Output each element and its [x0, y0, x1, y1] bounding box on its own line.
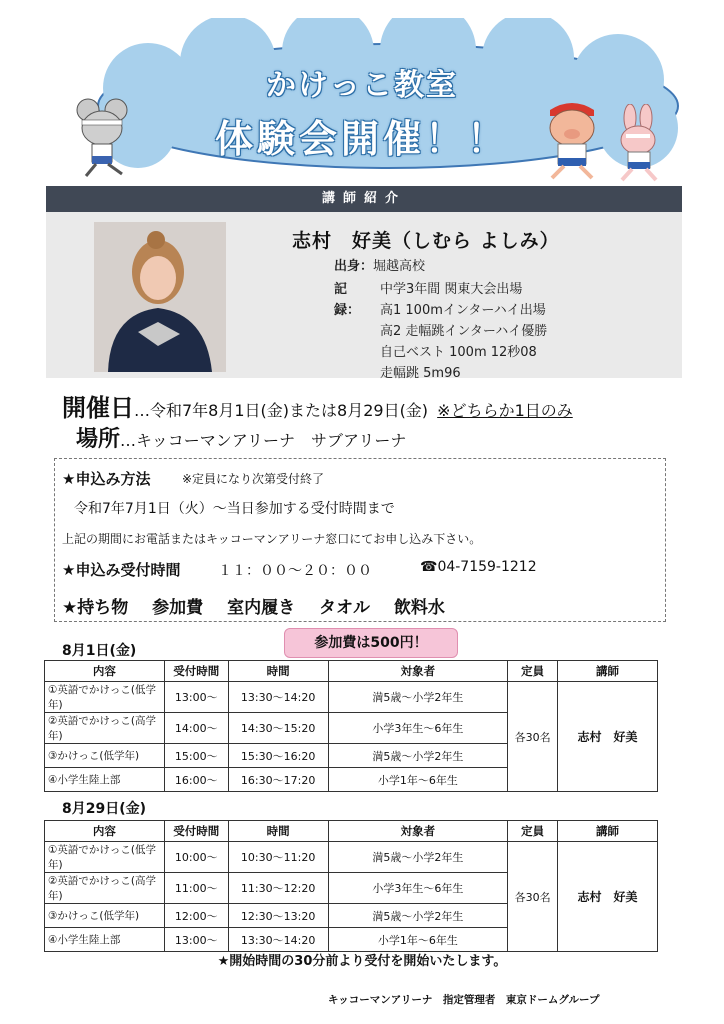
cell-time: 12:30～13:20: [228, 904, 328, 928]
event-date-label: 開催日: [62, 394, 134, 422]
cell-target: 小学3年生～6年生: [328, 713, 508, 744]
cell-target: 小学1年～6年生: [328, 768, 508, 792]
cell-target: 満5歳～小学2年生: [328, 904, 508, 928]
title-line1: かけっこ教室: [266, 68, 458, 103]
header-teacher: 講師: [558, 821, 658, 842]
origin-label: 出身：: [334, 259, 374, 274]
footer-organization: キッコーマンアリーナ 指定管理者 東京ドームグループ: [328, 994, 600, 1006]
header-time: 時間: [228, 821, 328, 842]
belongings-item: 飲料水: [393, 598, 445, 618]
cell-reception: 12:00～: [164, 904, 228, 928]
cell-target: 小学3年生～6年生: [328, 873, 508, 904]
apply-instruction: 上記の期間にお電話またはキッコーマンアリーナ窓口にてお申し込み下さい。: [62, 532, 482, 546]
record-item: 走幅跳 5m96: [380, 366, 461, 381]
event-place-row: [76, 422, 406, 453]
reception-notice: ★開始時間の30分前より受付を開始いたします。: [217, 954, 507, 969]
record-item: 中学3年間 関東大会出場: [380, 282, 523, 297]
record-label: 記録：: [334, 282, 361, 318]
cell-time: 14:30～15:20: [228, 713, 328, 744]
cell-reception: 13:00～: [164, 682, 228, 713]
cell-target: 満5歳～小学2年生: [328, 842, 508, 873]
event-place-sep: …: [120, 431, 137, 450]
record-item: 自己ベスト 100m 12秒08: [380, 345, 537, 360]
cell-capacity: 各30名: [508, 682, 558, 792]
cell-content: ③かけっこ(低学年): [45, 904, 165, 928]
cell-target: 満5歳～小学2年生: [328, 744, 508, 768]
event-date-row: [62, 388, 573, 423]
cell-reception: 13:00～: [164, 928, 228, 952]
cell-target: 小学1年～6年生: [328, 928, 508, 952]
record-list: [380, 279, 547, 384]
instructor-section-bar: 講師紹介: [46, 186, 682, 212]
event-place-label: 場所: [76, 427, 121, 452]
cell-teacher: 志村 好美: [558, 682, 658, 792]
cell-content: ①英語でかけっこ(低学年): [45, 842, 165, 873]
instructor-name: 志村 好美（しむら よしみ）: [292, 230, 560, 252]
cell-time: 16:30～17:20: [228, 768, 328, 792]
cell-capacity: 各30名: [508, 842, 558, 952]
header-reception: 受付時間: [164, 661, 228, 682]
header-content: 内容: [45, 661, 165, 682]
header-teacher: 講師: [558, 661, 658, 682]
fee-badge: 参加費は500円！: [284, 628, 458, 658]
belongings-label: ★持ち物: [62, 598, 129, 618]
cell-time: 15:30～16:20: [228, 744, 328, 768]
table-row: [45, 682, 658, 713]
pig-runner-icon: [530, 92, 614, 182]
cell-reception: 10:00～: [164, 842, 228, 873]
header-content: 内容: [45, 821, 165, 842]
cell-reception: 15:00～: [164, 744, 228, 768]
cell-time: 10:30～11:20: [228, 842, 328, 873]
event-date-text: 令和7年8月1日(金)または8月29日(金): [150, 401, 429, 420]
origin-value: 堀越高校: [373, 259, 426, 274]
title-line2: 体験会開催！！: [214, 117, 509, 161]
phone-number: ☎04-7159-1212: [420, 559, 537, 575]
cell-content: ①英語でかけっこ(低学年): [45, 682, 165, 713]
cell-time: 11:30～12:20: [228, 873, 328, 904]
belongings-row: [62, 593, 445, 618]
header-capacity: 定員: [508, 821, 558, 842]
cell-content: ④小学生陸上部: [45, 768, 165, 792]
header-target: 対象者: [328, 821, 508, 842]
cell-target: 満5歳～小学2年生: [328, 682, 508, 713]
event-place-text: キッコーマンアリーナ サブアリーナ: [136, 431, 407, 450]
cell-reception: 11:00～: [164, 873, 228, 904]
header-reception: 受付時間: [164, 821, 228, 842]
cell-content: ④小学生陸上部: [45, 928, 165, 952]
record-item: 高1 100mインターハイ出場: [380, 303, 546, 318]
cell-teacher: 志村 好美: [558, 842, 658, 952]
mouse-runner-icon: [62, 96, 144, 180]
cell-reception: 16:00～: [164, 768, 228, 792]
origin-row: [334, 255, 425, 274]
apply-hours-label: ★申込み受付時間: [62, 561, 181, 579]
event-date-sep: …: [134, 401, 150, 420]
cell-content: ②英語でかけっこ(高学年): [45, 873, 165, 904]
rabbit-runner-icon: [606, 104, 672, 184]
cell-content: ②英語でかけっこ(高学年): [45, 713, 165, 744]
day1-label: 8月1日(金): [62, 643, 137, 659]
belongings-item: 参加費: [152, 598, 204, 618]
record-item: 高2 走幅跳インターハイ優勝: [380, 324, 548, 339]
header-capacity: 定員: [508, 661, 558, 682]
cell-reception: 14:00～: [164, 713, 228, 744]
day2-schedule-table: [44, 820, 658, 952]
cell-time: 13:30～14:20: [228, 928, 328, 952]
apply-period: 令和7年7月1日（火）～当日参加する受付時間まで: [74, 501, 395, 517]
table-header-row: [45, 661, 658, 682]
instructor-photo: [94, 222, 226, 372]
cell-content: ③かけっこ(低学年): [45, 744, 165, 768]
belongings-item: タオル: [319, 598, 371, 618]
header-target: 対象者: [328, 661, 508, 682]
cell-time: 13:30～14:20: [228, 682, 328, 713]
belongings-item: 室内履き: [227, 598, 296, 618]
table-header-row: [45, 821, 658, 842]
day1-schedule-table: [44, 660, 658, 792]
day2-label: 8月29日(金): [62, 801, 147, 817]
table-row: [45, 842, 658, 873]
apply-method-note: ※定員になり次第受付終了: [182, 472, 325, 486]
event-date-note: ※どちらか1日のみ: [437, 401, 573, 420]
apply-hours: １１：００～２０：００: [218, 563, 372, 579]
header-time: 時間: [228, 661, 328, 682]
apply-method-label: ★申込み方法: [62, 470, 151, 488]
